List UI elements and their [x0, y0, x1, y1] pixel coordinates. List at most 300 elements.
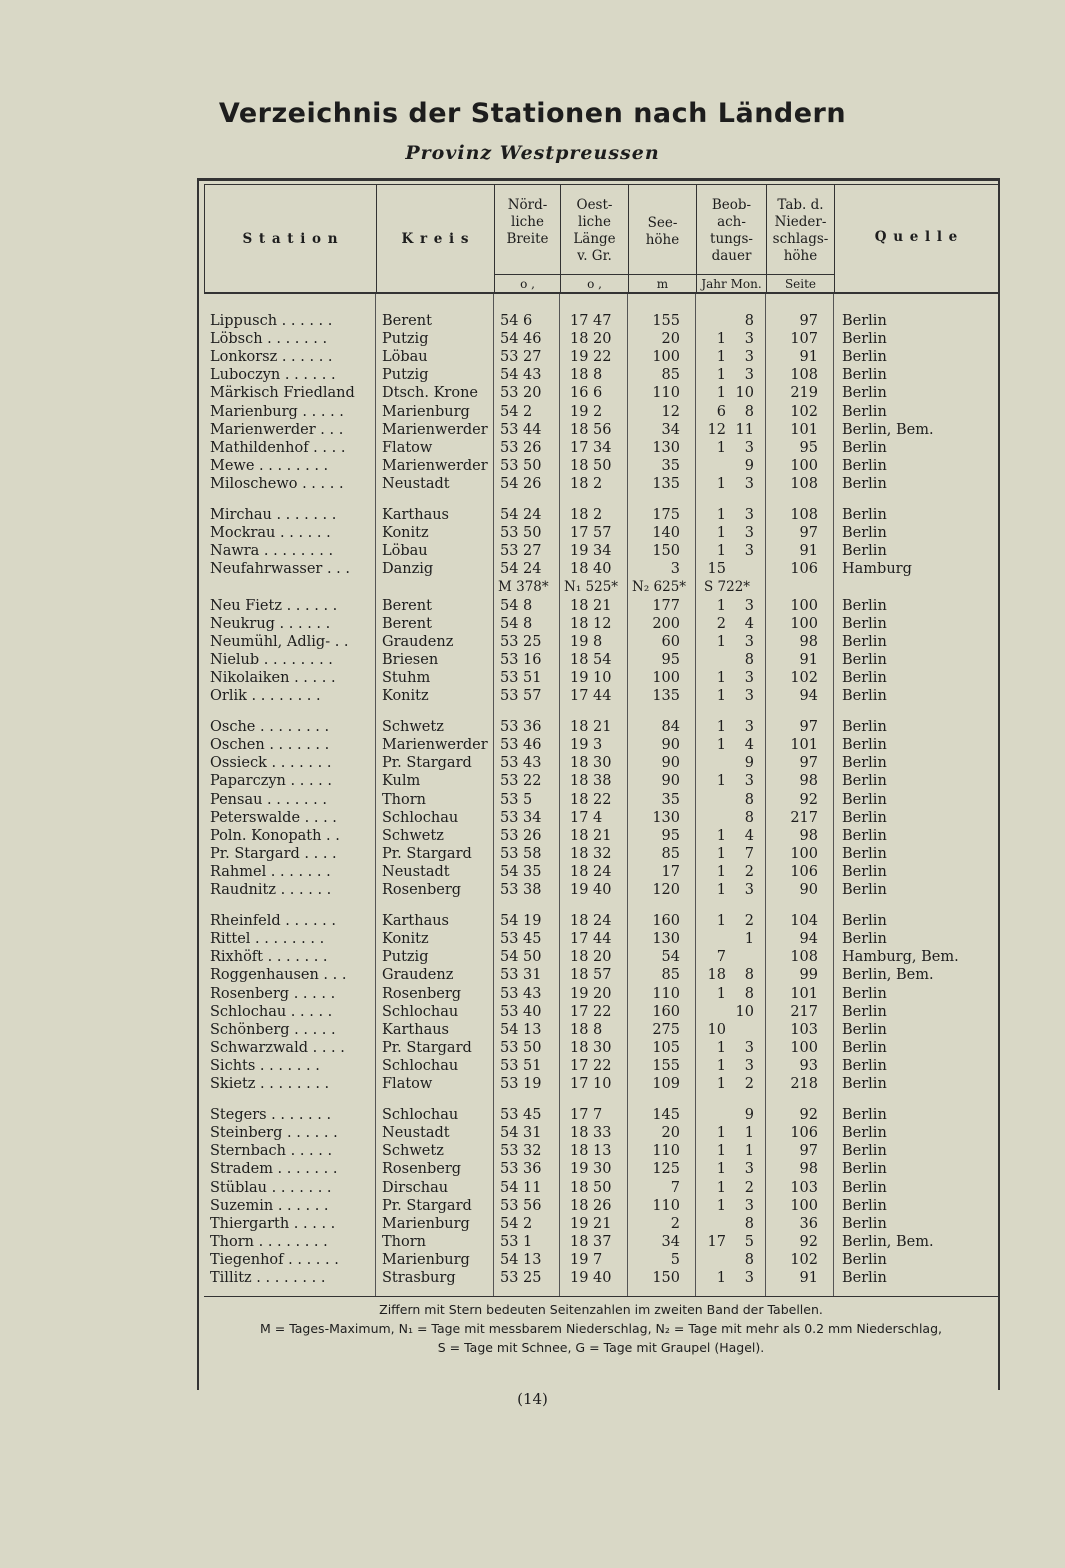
cell-seite: 218 — [790, 1076, 818, 1092]
cell-dauer-mon: 8 — [744, 1251, 754, 1268]
cell-station: Ossieck . . . . . . . — [210, 755, 332, 772]
cell-dauer-jahr: 6 — [716, 403, 726, 420]
cell-kreis: Graudenz — [382, 967, 454, 984]
header-breite: Nörd- liche Breite o , — [495, 185, 561, 293]
table-row — [204, 736, 998, 754]
cell-dauer-mon: 3 — [744, 633, 754, 650]
cell-kreis: Pr. Stargard — [382, 755, 472, 772]
cell-breite: 53 44 — [500, 421, 542, 438]
cell-kreis: Schwetz — [382, 827, 444, 844]
cell-laenge: 19 22 — [570, 349, 612, 366]
cell-hoehe: 17 — [661, 863, 680, 880]
cell-hoehe: 155 — [652, 313, 680, 329]
cell-quelle: Berlin — [842, 1215, 887, 1232]
cell-quelle: Berlin — [842, 737, 887, 754]
cell-seite: 107 — [790, 331, 818, 348]
header-hoehe: See- höhe m — [629, 185, 697, 293]
cell-breite: 54 13 — [500, 1251, 542, 1268]
table-row — [204, 560, 998, 578]
cell-breite: 53 43 — [500, 755, 542, 772]
cell-dauer-jahr: 1 — [716, 719, 726, 736]
header-kreis: K r e i s — [377, 185, 495, 293]
table-row — [204, 930, 998, 948]
cell-kreis: Marienwerder — [382, 737, 488, 754]
table-row — [204, 985, 998, 1003]
cell-hoehe: 100 — [652, 349, 680, 366]
cell-seite: 100 — [790, 1039, 818, 1056]
cell-quelle: Berlin — [842, 755, 887, 772]
cell-dauer-jahr: 1 — [716, 827, 726, 844]
cell-breite: 53 27 — [500, 349, 542, 366]
cell-station: Peterswalde . . . . — [210, 809, 337, 826]
cell-station: Mewe . . . . . . . . — [210, 457, 329, 474]
table-row — [204, 718, 998, 736]
cell-dauer-mon: 1 — [744, 1125, 754, 1142]
cell-station: Stüblau . . . . . . . — [210, 1179, 332, 1196]
cell-dauer-mon: 9 — [744, 755, 754, 772]
cell-quelle: Berlin — [842, 403, 887, 420]
cell-laenge: 18 8 — [570, 367, 603, 384]
cell-dauer-jahr: 1 — [716, 633, 726, 650]
cell-breite: 53 25 — [500, 633, 542, 650]
cell-kreis: Dtsch. Krone — [382, 385, 478, 402]
cell-seite: 106 — [790, 561, 818, 578]
cell-quelle: Hamburg, Bem. — [842, 949, 959, 966]
cell-dauer-mon: 3 — [744, 773, 754, 790]
cell-seite: 92 — [799, 791, 818, 808]
cell-laenge: 18 2 — [570, 507, 603, 523]
cell-hoehe: 135 — [652, 475, 680, 492]
cell-breite: 53 40 — [500, 1003, 542, 1020]
cell-laenge: 18 33 — [570, 1125, 612, 1142]
cell-station: Marienwerder . . . — [210, 421, 344, 438]
cell-dauer-mon: 10 — [735, 385, 754, 402]
cell-station: Mockrau . . . . . . — [210, 525, 331, 542]
cell-dauer-mon: 2 — [744, 1179, 754, 1196]
cell-kreis: Karthaus — [382, 507, 449, 523]
table-row — [204, 1269, 998, 1287]
cell-station: Miloschewo . . . . . — [210, 475, 344, 492]
cell-extra-n2: N₂ 625* — [632, 579, 687, 596]
cell-laenge: 19 30 — [570, 1161, 612, 1178]
cell-breite: 54 13 — [500, 1021, 542, 1038]
cell-dauer-jahr: 1 — [716, 1076, 726, 1092]
cell-quelle: Berlin — [842, 1021, 887, 1038]
cell-station: Thorn . . . . . . . . — [210, 1233, 328, 1250]
cell-station: Schwarzwald . . . . — [210, 1039, 345, 1056]
cell-kreis: Schlochau — [382, 809, 459, 826]
table-row — [204, 651, 998, 669]
cell-kreis: Briesen — [382, 651, 439, 668]
cell-hoehe: 100 — [652, 669, 680, 686]
cell-dauer-jahr: 1 — [716, 737, 726, 754]
cell-station: Mathildenhof . . . . — [210, 439, 346, 456]
cell-hoehe: 5 — [670, 1251, 680, 1268]
cell-dauer-jahr: 1 — [716, 597, 726, 614]
cell-station: Nikolaiken . . . . . — [210, 669, 336, 686]
cell-breite: 54 24 — [500, 507, 542, 523]
cell-quelle: Berlin — [842, 651, 887, 668]
cell-station: Sichts . . . . . . . — [210, 1057, 320, 1074]
cell-kreis: Konitz — [382, 525, 429, 542]
cell-breite: 53 20 — [500, 385, 542, 402]
cell-seite: 106 — [790, 863, 818, 880]
cell-dauer-mon: 3 — [744, 543, 754, 560]
table-row — [204, 475, 998, 493]
cell-dauer-jahr: 12 — [707, 421, 726, 438]
cell-breite: 53 36 — [500, 1161, 542, 1178]
cell-kreis: Neustadt — [382, 863, 450, 880]
cell-seite: 108 — [790, 507, 818, 523]
cell-hoehe: 35 — [661, 457, 680, 474]
cell-seite: 100 — [790, 1197, 818, 1214]
header-dauer: Beob- ach- tungs- dauer Jahr Mon. — [697, 185, 767, 293]
cell-dauer-jahr: 2 — [716, 615, 726, 632]
cell-breite: 54 26 — [500, 475, 542, 492]
table-header — [204, 184, 998, 294]
cell-breite: 53 32 — [500, 1143, 542, 1160]
cell-breite: 54 2 — [500, 1215, 533, 1232]
cell-station: Sternbach . . . . . — [210, 1143, 333, 1160]
cell-breite: 53 46 — [500, 737, 542, 754]
cell-dauer-jahr: 10 — [707, 1021, 726, 1038]
cell-dauer-mon: 3 — [744, 1197, 754, 1214]
cell-dauer-jahr: 1 — [716, 1197, 726, 1214]
cell-kreis: Danzig — [382, 561, 434, 578]
cell-extra-s: S 722* — [704, 579, 751, 596]
cell-station: Tiegenhof . . . . . . — [210, 1251, 339, 1268]
cell-dauer-jahr: 1 — [716, 863, 726, 880]
table-row — [204, 524, 998, 542]
cell-breite: 53 56 — [500, 1197, 542, 1214]
table-row — [204, 1106, 998, 1124]
cell-kreis: Schlochau — [382, 1057, 459, 1074]
cell-seite: 108 — [790, 949, 818, 966]
cell-seite: 99 — [799, 967, 818, 984]
cell-dauer-mon: 8 — [744, 809, 754, 826]
table-row — [204, 754, 998, 772]
cell-station: Neukrug . . . . . . — [210, 615, 331, 632]
cell-dauer-mon: 4 — [744, 737, 754, 754]
cell-hoehe: 155 — [652, 1057, 680, 1074]
table-row — [204, 863, 998, 881]
cell-laenge: 19 34 — [570, 543, 612, 560]
table-row — [204, 687, 998, 705]
table-row-extra — [204, 578, 998, 596]
cell-laenge: 18 8 — [570, 1021, 603, 1038]
cell-kreis: Kulm — [382, 773, 421, 790]
table-row — [204, 597, 998, 615]
cell-station: Thiergarth . . . . . — [210, 1215, 336, 1232]
cell-laenge: 18 24 — [570, 913, 612, 930]
cell-kreis: Berent — [382, 313, 432, 329]
table-row — [204, 1124, 998, 1142]
table-row — [204, 348, 998, 366]
cell-dauer-mon: 11 — [735, 421, 754, 438]
table-row — [204, 1057, 998, 1075]
cell-kreis: Marienburg — [382, 403, 470, 420]
cell-laenge: 18 21 — [570, 597, 612, 614]
cell-breite: 53 58 — [500, 845, 542, 862]
cell-dauer-mon: 8 — [744, 791, 754, 808]
cell-hoehe: 120 — [652, 882, 680, 898]
cell-station: Lonkorsz . . . . . . — [210, 349, 333, 366]
cell-quelle: Berlin — [842, 773, 887, 790]
cell-seite: 97 — [799, 719, 818, 736]
cell-dauer-mon: 8 — [744, 313, 754, 329]
cell-hoehe: 90 — [661, 737, 680, 754]
cell-laenge: 19 7 — [570, 1251, 603, 1268]
cell-quelle: Berlin — [842, 1251, 887, 1268]
cell-kreis: Konitz — [382, 931, 429, 948]
cell-laenge: 17 57 — [570, 525, 612, 542]
cell-dauer-mon: 1 — [744, 1143, 754, 1160]
cell-quelle: Berlin — [842, 475, 887, 492]
cell-breite: 54 11 — [500, 1179, 542, 1196]
cell-seite: 103 — [790, 1021, 818, 1038]
cell-seite: 97 — [799, 1143, 818, 1160]
cell-hoehe: 85 — [661, 845, 680, 862]
cell-laenge: 17 22 — [570, 1003, 612, 1020]
table-row — [204, 1179, 998, 1197]
cell-laenge: 18 12 — [570, 615, 612, 632]
cell-dauer-mon: 3 — [744, 1270, 754, 1286]
cell-kreis: Flatow — [382, 439, 433, 456]
cell-breite: 53 50 — [500, 457, 542, 474]
cell-dauer-mon: 3 — [744, 882, 754, 898]
cell-quelle: Hamburg — [842, 561, 912, 578]
cell-laenge: 18 54 — [570, 651, 612, 668]
cell-station: Schlochau . . . . . — [210, 1003, 333, 1020]
table-row — [204, 1197, 998, 1215]
cell-kreis: Neustadt — [382, 1125, 450, 1142]
cell-station: Stradem . . . . . . . — [210, 1161, 338, 1178]
cell-quelle: Berlin — [842, 1076, 887, 1092]
cell-quelle: Berlin — [842, 1179, 887, 1196]
cell-hoehe: 60 — [661, 633, 680, 650]
cell-dauer-mon: 4 — [744, 615, 754, 632]
cell-breite: 54 43 — [500, 367, 542, 384]
cell-station: Poln. Konopath . . — [210, 827, 340, 844]
cell-hoehe: 110 — [652, 1197, 680, 1214]
cell-seite: 102 — [790, 1251, 818, 1268]
table-row — [204, 881, 998, 899]
cell-hoehe: 145 — [652, 1107, 680, 1124]
cell-quelle: Berlin — [842, 313, 887, 329]
footnote: S = Tage mit Schnee, G = Tage mit Graupel (Hagel). — [437, 1340, 765, 1355]
cell-laenge: 18 13 — [570, 1143, 612, 1160]
cell-breite: 54 46 — [500, 331, 542, 348]
cell-seite: 219 — [790, 385, 818, 402]
table-row — [204, 669, 998, 687]
table-row — [204, 366, 998, 384]
cell-station: Rixhöft . . . . . . . — [210, 949, 328, 966]
cell-station: Osche . . . . . . . . — [210, 719, 330, 736]
cell-hoehe: 135 — [652, 688, 680, 704]
cell-dauer-jahr: 1 — [716, 543, 726, 560]
cell-laenge: 18 20 — [570, 949, 612, 966]
cell-seite: 108 — [790, 367, 818, 384]
cell-hoehe: 2 — [670, 1215, 680, 1232]
cell-seite: 95 — [799, 439, 818, 456]
cell-seite: 100 — [790, 845, 818, 862]
cell-laenge: 17 44 — [570, 931, 612, 948]
cell-dauer-jahr: 1 — [716, 1179, 726, 1196]
cell-kreis: Pr. Stargard — [382, 1197, 472, 1214]
cell-dauer-mon: 1 — [744, 931, 754, 948]
cell-seite: 100 — [790, 457, 818, 474]
cell-dauer-mon: 8 — [744, 967, 754, 984]
cell-breite: 53 43 — [500, 985, 542, 1002]
cell-kreis: Putzig — [382, 331, 429, 348]
table-row — [204, 457, 998, 475]
cell-quelle: Berlin — [842, 1107, 887, 1124]
cell-dauer-mon: 5 — [744, 1233, 754, 1250]
cell-dauer-mon: 9 — [744, 457, 754, 474]
cell-laenge: 18 40 — [570, 561, 612, 578]
cell-hoehe: 85 — [661, 367, 680, 384]
table-row — [204, 1215, 998, 1233]
page-subtitle: Provinz Westpreussen — [405, 142, 660, 164]
cell-seite: 98 — [799, 773, 818, 790]
cell-laenge: 18 30 — [570, 755, 612, 772]
table-row — [204, 403, 998, 421]
cell-quelle: Berlin — [842, 439, 887, 456]
cell-laenge: 18 50 — [570, 1179, 612, 1196]
table-row — [204, 312, 998, 330]
cell-station: Pensau . . . . . . . — [210, 791, 327, 808]
table-row — [204, 966, 998, 984]
cell-dauer-mon: 3 — [744, 669, 754, 686]
cell-laenge: 17 44 — [570, 688, 612, 704]
cell-laenge: 17 4 — [570, 809, 603, 826]
cell-quelle: Berlin — [842, 827, 887, 844]
cell-kreis: Thorn — [382, 1233, 427, 1250]
cell-breite: 53 26 — [500, 439, 542, 456]
cell-seite: 98 — [799, 1161, 818, 1178]
cell-dauer-jahr: 1 — [716, 1143, 726, 1160]
cell-quelle: Berlin — [842, 1125, 887, 1142]
cell-laenge: 17 10 — [570, 1076, 612, 1092]
cell-quelle: Berlin — [842, 1161, 887, 1178]
cell-hoehe: 105 — [652, 1039, 680, 1056]
cell-hoehe: 109 — [652, 1076, 680, 1092]
page-number: (14) — [517, 1390, 548, 1408]
cell-kreis: Rosenberg — [382, 1161, 462, 1178]
cell-hoehe: 175 — [652, 507, 680, 523]
cell-hoehe: 35 — [661, 791, 680, 808]
cell-laenge: 19 40 — [570, 882, 612, 898]
cell-dauer-jahr: 1 — [716, 525, 726, 542]
cell-hoehe: 177 — [652, 597, 680, 614]
cell-kreis: Berent — [382, 597, 432, 614]
cell-dauer-jahr: 1 — [716, 1039, 726, 1056]
cell-laenge: 19 10 — [570, 669, 612, 686]
cell-dauer-jahr: 1 — [716, 669, 726, 686]
cell-dauer-mon: 8 — [744, 651, 754, 668]
cell-breite: 54 2 — [500, 403, 533, 420]
cell-dauer-mon: 2 — [744, 913, 754, 930]
cell-kreis: Löbau — [382, 349, 428, 366]
cell-kreis: Marienburg — [382, 1215, 470, 1232]
cell-kreis: Schlochau — [382, 1107, 459, 1124]
cell-dauer-mon: 3 — [744, 525, 754, 542]
cell-seite: 101 — [790, 737, 818, 754]
cell-breite: 54 6 — [500, 313, 533, 329]
cell-station: Rosenberg . . . . . — [210, 985, 336, 1002]
cell-dauer-mon: 2 — [744, 1076, 754, 1092]
cell-seite: 97 — [799, 525, 818, 542]
cell-station: Pr. Stargard . . . . — [210, 845, 337, 862]
cell-dauer-mon: 3 — [744, 439, 754, 456]
cell-dauer-mon: 9 — [744, 1107, 754, 1124]
cell-breite: 53 25 — [500, 1270, 542, 1286]
cell-hoehe: 84 — [661, 719, 680, 736]
table-row — [204, 912, 998, 930]
cell-kreis: Marienwerder — [382, 421, 488, 438]
cell-station: Märkisch Friedland — [210, 385, 355, 402]
cell-dauer-mon: 3 — [744, 331, 754, 348]
cell-extra-m: M 378* — [498, 579, 549, 596]
cell-dauer-mon: 3 — [744, 367, 754, 384]
table-row — [204, 1075, 998, 1093]
table-row — [204, 633, 998, 651]
cell-dauer-mon: 3 — [744, 1039, 754, 1056]
cell-quelle: Berlin — [842, 845, 887, 862]
cell-dauer-mon: 3 — [744, 1161, 754, 1178]
cell-quelle: Berlin — [842, 367, 887, 384]
cell-laenge: 18 38 — [570, 773, 612, 790]
cell-quelle: Berlin, Bem. — [842, 1233, 934, 1250]
cell-kreis: Strasburg — [382, 1270, 456, 1286]
cell-dauer-jahr: 1 — [716, 913, 726, 930]
cell-kreis: Karthaus — [382, 1021, 449, 1038]
cell-kreis: Rosenberg — [382, 882, 462, 898]
table-row — [204, 1160, 998, 1178]
header-tab: Tab. d. Nieder- schlags- höhe Seite — [767, 185, 835, 293]
table-row — [204, 1233, 998, 1251]
table-row — [204, 506, 998, 524]
cell-seite: 104 — [790, 913, 818, 930]
cell-breite: 53 50 — [500, 525, 542, 542]
cell-seite: 36 — [799, 1215, 818, 1232]
cell-laenge: 16 6 — [570, 385, 603, 402]
cell-seite: 217 — [790, 809, 818, 826]
cell-seite: 108 — [790, 475, 818, 492]
cell-dauer-mon: 8 — [744, 403, 754, 420]
cell-quelle: Berlin — [842, 457, 887, 474]
cell-hoehe: 150 — [652, 1270, 680, 1286]
cell-seite: 93 — [799, 1057, 818, 1074]
cell-breite: 53 31 — [500, 967, 542, 984]
cell-quelle: Berlin — [842, 543, 887, 560]
cell-seite: 91 — [799, 349, 818, 366]
cell-breite: 53 34 — [500, 809, 542, 826]
cell-dauer-mon: 3 — [744, 475, 754, 492]
cell-dauer-mon: 10 — [735, 1003, 754, 1020]
cell-quelle: Berlin — [842, 507, 887, 523]
cell-station: Oschen . . . . . . . — [210, 737, 330, 754]
cell-breite: 54 35 — [500, 863, 542, 880]
cell-dauer-jahr: 7 — [716, 949, 726, 966]
table-row — [204, 439, 998, 457]
cell-laenge: 19 21 — [570, 1215, 612, 1232]
cell-station: Tillitz . . . . . . . . — [210, 1270, 326, 1286]
cell-hoehe: 160 — [652, 913, 680, 930]
cell-seite: 100 — [790, 597, 818, 614]
cell-kreis: Stuhm — [382, 669, 431, 686]
cell-quelle: Berlin — [842, 809, 887, 826]
